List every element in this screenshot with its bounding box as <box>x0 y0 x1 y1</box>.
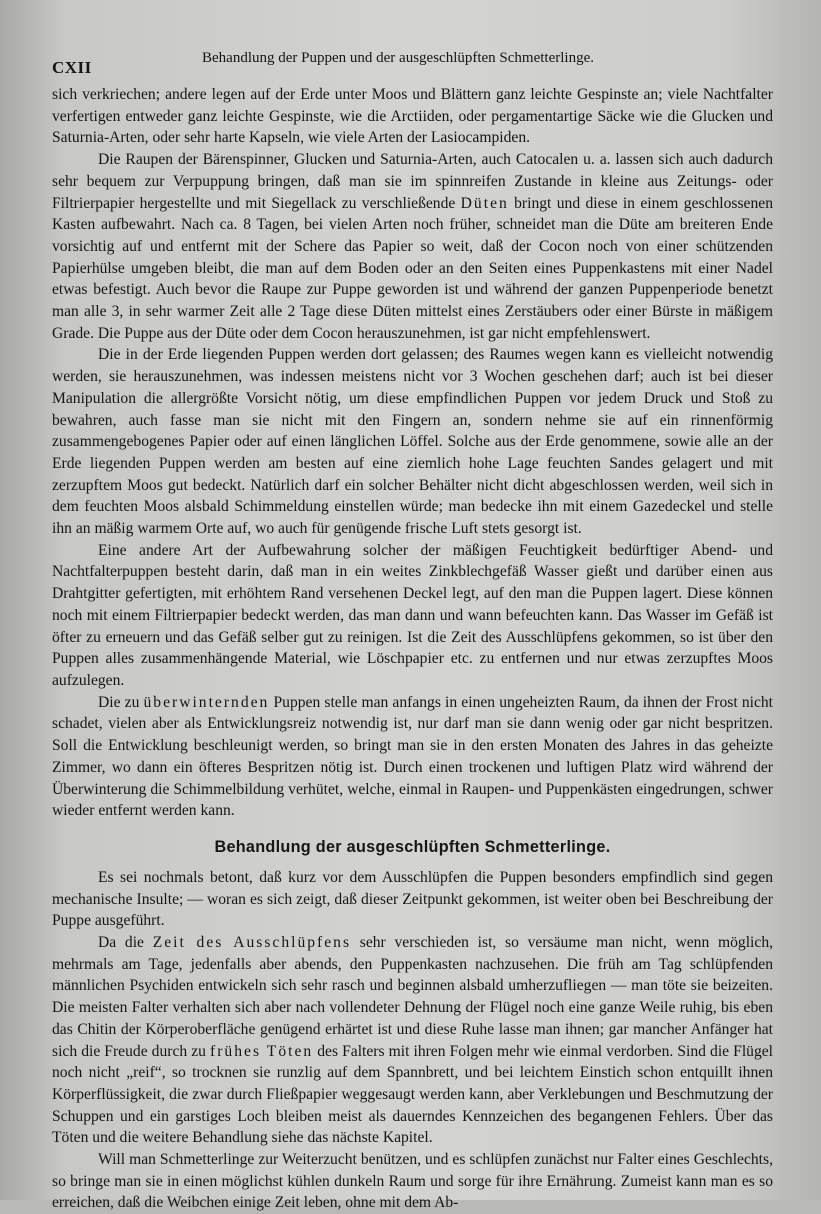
text-run: Eine andere Art der Aufbewahrung solcher der mäßigen Feuchtigkeit bedürftiger Abend- und Nachtfalterpuppen besteht darin, daß man in ein weites Zinkblechgefäß Wasser gießt und darüber einen aus Drahtgitter gefertigten, mit erhöhtem Rand versehenen Deckel legt, auf den man die Puppen lagert. Diese können noch mit einem Filtrierpapier bedeckt werden, das man dann und wann befeuchten kann. Das Wasser im Gefäß ist öfter zu erneuern und das Gefäß selber gut zu reinigen. Ist die Zeit des Ausschlüpfens gekommen, so ist über den Puppen alles zusammenhängende Material, wie Löschpapier etc. zu entfernen und nur etwas zerzupftes Moos aufzulegen. <box>52 541 773 689</box>
text-run: Puppen stelle man anfangs in einen ungeheizten Raum, da ihnen der Frost nicht schadet, vielen aber als Entwicklungsreiz notwendig ist, nur darf man sie dann wenig oder gar nicht bespritzen. Soll die Entwicklung beschleunigt werden, so bringt man sie in den ersten Monaten des Jahres in das geheizte Zimmer, wo dann ein öfteres Bespritzen nötig ist. Durch einen trockenen und luftigen Platz wird während der Überwinterung die Schimmelbildung verhütet, welche, einmal in Raupen- und Puppenkästen eingedrungen, schwer wieder entfernt werden kann. <box>52 693 773 820</box>
text-run: bringt und diese in einem geschlossenen Kasten aufbewahrt. Nach ca. 8 Tagen, bei vielen Arten noch früher, schneidet man die Düte am breiteren Ende vorsichtig auf und entfernt mit der Schere das Papier so weit, daß der Cocon noch von einer schützenden Papierhülse umgeben bleibt, die man auf dem Boden oder an den Seiten eines Puppenkastens mit einer Nadel etwas befestigt. Auch bevor die Raupe zur Puppe geworden ist und während der ganzen Puppenperiode benetzt man alle 3, in sehr warmer Zeit alle 2 Tage diese Düten mittelst eines Zerstäubers oder einer Bürste in mäßigem Grade. Die Puppe aus der Düte oder dem Cocon herauszunehmen, ist gar nicht empfehlenswert. <box>52 194 773 342</box>
body-text-schmetterlinge <box>52 867 773 1214</box>
running-title: Behandlung der Puppen und der ausgeschlüpften Schmetterlinge. <box>202 50 594 66</box>
text-run: sich verkriechen; andere legen auf der Erde unter Moos und Blättern ganz leichte Gespinste an; viele Nachtfalter verfertigen entweder ganz leichte Gespinste, wie die Arctiiden, oder pergamentartige Säcke wie die Glucken und Saturnia-Arten, oder sehr harte Kapseln, wie viele Arten der Lasiocampiden. <box>52 86 773 147</box>
text-run: sehr verschieden ist, so versäume man nicht, wenn möglich, mehrmals am Tage, jedenfalls aber abends, den Puppenkasten nachzusehen. Die früh am Tag schlüpfenden männlichen Psychiden entwickeln sich sehr rasch und beginnen alsbald umherzufliegen — man töte sie beizeiten. Die meisten Falter verhalten sich aber nach vollendeter Dehnung der Flügel noch eine ganze Weile ruhig, bis eben das Chitin der Körperoberfläche genügend erhärtet ist und diese Ruhe lasse man ihnen; gar mancher Anfänger hat sich die Freude durch zu <box>52 934 774 1060</box>
text-run: Will man Schmetterlinge zur Weiterzucht benützen, und es schlüpfen zunächst nur Falter eines Geschlechts, so bringe man sie in einen möglichst kühlen dunkeln Raum und sorge für ihre Ernährung. Zumeist kann man es so erreichen, daß die Weibchen einige Zeit leben, ohne mit dem Ab- <box>52 1151 773 1212</box>
text-run: Es sei nochmals betont, daß kurz vor dem Ausschlüpfen die Puppen besonders empfindlich sind gegen mechanische Insulte; — woran es sich zeigt, daß dieser Zeitpunkt gekommen, ist weiter oben bei Beschreibung der Puppe ausgeführt. <box>52 868 773 930</box>
text-run: Die in der Erde liegenden Puppen werden dort gelassen; des Raumes wegen kann es vielleicht notwendig werden, sie herauszunehmen, was indessen meistens nicht vor 3 Wochen geschehen darf; auch ist bei dieser Manipulation die allergrößte Vorsicht nötig, um diese empfindlichen Puppen vor jedem Druck und Stoß zu bewahren, auch fasse man sie nicht mit den Fingern an, sondern nehme sie auf ein rinnenförmig zusammengebogenes Papier oder auf einen länglichen Löffel. Solche aus der Erde genommene, sowie alle an der Erde liegenden Puppen werden am besten auf eine ziemlich hohe Lage feuchten Sandes gelagert und mit zerzupftem Moos gut bedeckt. Natürlich darf ein solcher Behälter nicht dicht abgeschlossen werden, weil sich in dem feuchten Moos alsbald Schimmeldung einstellen würde; man bedecke ihn mit einem Gazedeckel und stelle ihn an mäßig warmem Orte auf, wo auch für genügende frische Luft stets gesorgt ist. <box>52 346 773 538</box>
spaced-emphasis: Zeit des Ausschlüpfens <box>152 934 352 952</box>
section-heading: Behandlung der ausgeschlüpften Schmetterlinge. <box>214 837 611 856</box>
paragraph <box>52 932 773 1149</box>
spaced-emphasis: Düten <box>460 194 509 212</box>
paragraph <box>52 149 773 344</box>
page-header <box>52 44 773 84</box>
paragraph <box>52 344 773 539</box>
paragraph <box>52 1149 773 1214</box>
page-number: CXII <box>52 58 92 77</box>
paragraph <box>52 84 773 149</box>
text-run: des Falters mit ihren Folgen mehr wie einmal verdorben. Sind die Flügel noch nicht „reif“, so trocknen sie runzlig auf dem Spannbrett, und bei leichtem Einstich schon entquillt ihnen Körperflüssigkeit, die zwar durch Fließpapier weggesaugt werden kann, aber Verklebungen und Beschmutzung der Schuppen und ein garstiges Loch bleiben meist als dauerndes Kennzeichen des begangenen Fehlers. Über das Töten und die weitere Behandlung siehe das nächste Kapitel. <box>52 1042 774 1147</box>
paragraph <box>52 540 773 692</box>
spaced-emphasis: überwinternden <box>143 693 270 711</box>
text-run: Die zu <box>98 693 144 711</box>
body-text-puppen <box>52 84 773 822</box>
text-run: Die Raupen der Bärenspinner, Glucken und Saturnia-Arten, auch Catocalen u. a. lassen sich auch dadurch sehr bequem zur Verpuppung bringen, daß man sie im spinnreifen Zustande in kleine aus Zeitungs- oder Filtrierpapier hergestellte und mit Siegellack zu verschließende <box>52 151 773 212</box>
paragraph <box>52 867 773 932</box>
spaced-emphasis: frühes Töten <box>210 1042 314 1060</box>
text-run: Da die <box>98 934 153 952</box>
paragraph <box>52 692 773 822</box>
